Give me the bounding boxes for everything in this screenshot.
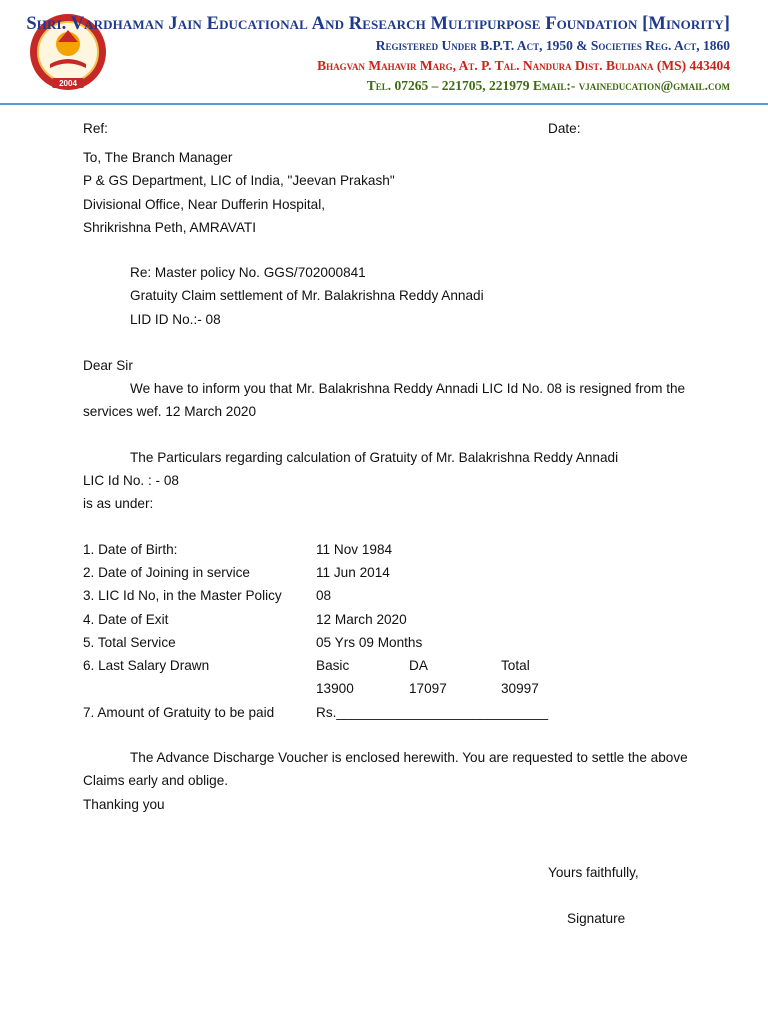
gratuity-label: 7. Amount of Gratuity to be paid [83, 705, 275, 720]
recipient-line: P & GS Department, LIC of India, "Jeevan Prakash" [83, 173, 395, 188]
particular-value: 11 Nov 1984 [316, 542, 393, 557]
recipient-line: Divisional Office, Near Dufferin Hospital, [83, 197, 326, 212]
particular-label: 4. Date of Exit [83, 612, 169, 627]
letterhead [0, 0, 768, 104]
paragraph-line: is as under: [83, 496, 154, 511]
salary-header-basic: Basic [316, 658, 350, 673]
particular-label: 5. Total Service [83, 635, 176, 650]
salary-value-basic: 13900 [316, 681, 354, 696]
particular-value: 11 Jun 2014 [316, 565, 390, 580]
closing-line: Claims early and oblige. [83, 773, 229, 788]
foundation-name: Shri. Vardhaman Jain Educational And Research Multipurpose Foundation [Minority] [26, 14, 730, 34]
paragraph-line: We have to inform you that Mr. Balakrishna Reddy Annadi LIC Id No. 08 is resigned from the [130, 381, 686, 396]
recipient-line: Shrikrishna Peth, AMRAVATI [83, 220, 256, 235]
ref-label: Ref: [83, 121, 108, 136]
paragraph-line: LIC Id No. : - 08 [83, 473, 179, 488]
particular-value: 12 March 2020 [316, 612, 407, 627]
letterhead-divider [0, 103, 768, 105]
address-line: Bhagvan Mahavir Marg, At. P. Tal. Nandura Dist. Buldana (MS) 443404 [317, 58, 730, 73]
particular-label: 3. LIC Id No, in the Master Policy [83, 588, 282, 603]
date-label: Date: [548, 121, 581, 136]
particular-value: 05 Yrs 09 Months [316, 635, 423, 650]
contact-line: Tel. 07265 – 221705, 221979 Email:- vjaineducation@gmail.com [366, 78, 730, 93]
closing-line: The Advance Discharge Voucher is enclosed herewith. You are requested to settle the above [130, 750, 688, 765]
particular-value: 08 [316, 588, 332, 603]
logo-year: 2004 [59, 79, 77, 88]
registration-line: Registered Under B.P.T. Act, 1950 & Societies Reg. Act, 1860 [375, 38, 730, 53]
salutation: Dear Sir [83, 358, 133, 373]
particular-label: 2. Date of Joining in service [83, 565, 250, 580]
signature-label: Signature [567, 911, 626, 926]
paragraph-line: services wef. 12 March 2020 [83, 404, 257, 419]
salary-header-da: DA [409, 658, 428, 673]
thanks-line: Thanking you [83, 797, 165, 812]
yours-faithfully: Yours faithfully, [548, 865, 639, 880]
salary-label: 6. Last Salary Drawn [83, 658, 210, 673]
subject-line: Re: Master policy No. GGS/702000841 [130, 265, 366, 280]
salary-value-total: 30997 [501, 681, 539, 696]
paragraph-line: The Particulars regarding calculation of Gratuity of Mr. Balakrishna Reddy Annadi [130, 450, 619, 465]
subject-line: LID ID No.:- 08 [130, 312, 221, 327]
salary-header-total: Total [501, 658, 530, 673]
particular-label: 1. Date of Birth: [83, 542, 178, 557]
recipient-line: To, The Branch Manager [83, 150, 233, 165]
salary-value-da: 17097 [409, 681, 447, 696]
gratuity-amount-blank: Rs.____________________________ [316, 705, 549, 720]
subject-line: Gratuity Claim settlement of Mr. Balakrishna Reddy Annadi [130, 288, 484, 303]
